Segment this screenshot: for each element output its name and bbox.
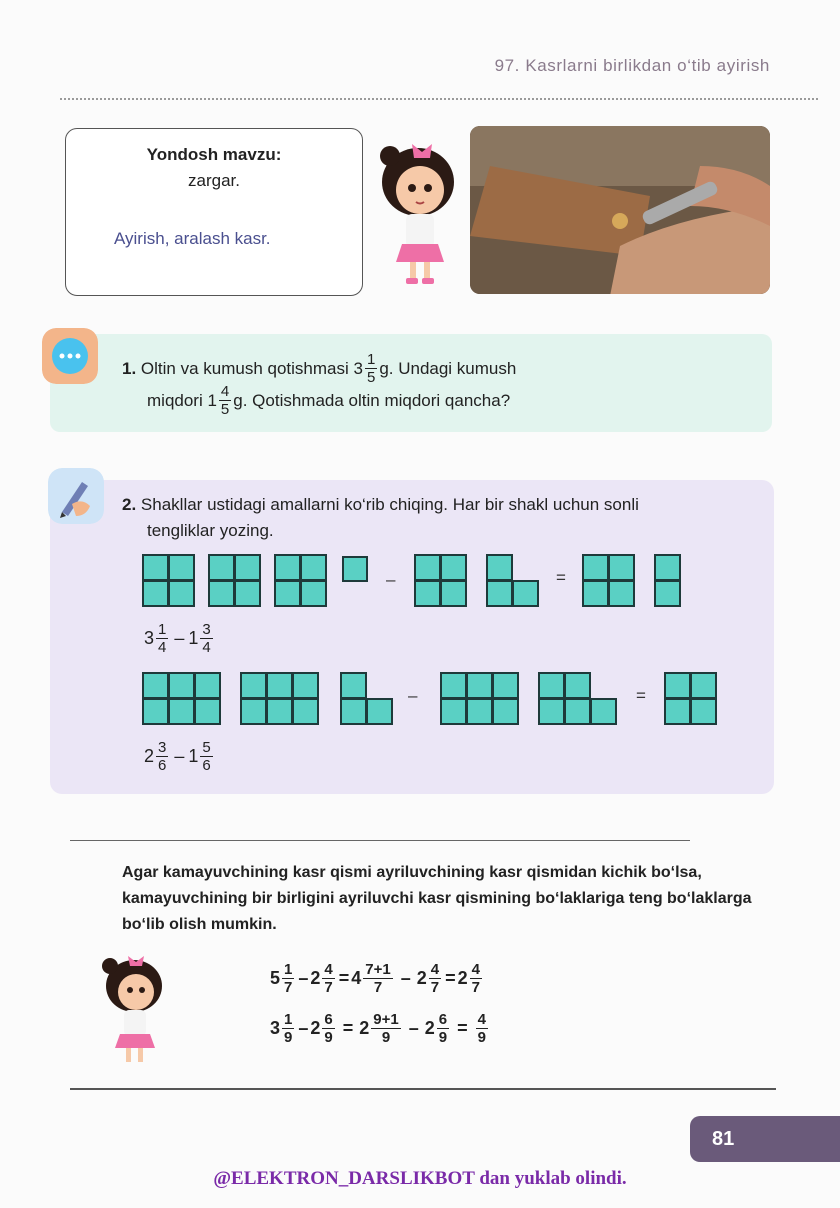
task1-text2a: miqdori 1 bbox=[147, 391, 217, 410]
op: = bbox=[445, 968, 456, 988]
frac-den: 5 bbox=[220, 401, 230, 418]
frac-den: 6 bbox=[158, 757, 167, 774]
fraction-tile bbox=[608, 554, 635, 581]
fraction-tile bbox=[440, 672, 467, 699]
op: – bbox=[408, 1018, 419, 1038]
fraction-tile bbox=[492, 672, 519, 699]
frac-num: 9+1 bbox=[373, 1011, 399, 1028]
fraction-tile bbox=[664, 672, 691, 699]
task1-text1b: g. Undagi kumush bbox=[379, 359, 517, 378]
fraction-tile bbox=[690, 698, 717, 725]
frac-den: 4 bbox=[202, 639, 211, 656]
fraction-tile bbox=[486, 554, 513, 581]
task2-line1 bbox=[122, 496, 639, 513]
topic-keywords: Ayirish, aralash kasr. bbox=[114, 229, 271, 248]
op: – bbox=[298, 1018, 309, 1038]
whole: 2 bbox=[359, 1018, 370, 1038]
frac-num: 4 bbox=[324, 961, 333, 978]
fraction-tile bbox=[486, 580, 513, 607]
frac-den: 9 bbox=[381, 1029, 391, 1046]
fraction-tile bbox=[142, 554, 169, 581]
task2-text1: Shakllar ustidagi amallarni ko‘rib chiqing. Har bir shakl uchun sonli bbox=[140, 495, 639, 514]
fraction-tile bbox=[564, 698, 591, 725]
fraction-tile bbox=[274, 580, 301, 607]
frac-num: 1 bbox=[284, 961, 293, 978]
frac-den: 7 bbox=[430, 979, 440, 996]
fraction-tile bbox=[582, 554, 609, 581]
example-1 bbox=[270, 962, 484, 995]
frac-den: 5 bbox=[366, 369, 376, 386]
fraction-tile bbox=[512, 580, 539, 607]
example-2 bbox=[270, 1012, 490, 1045]
fraction-tile bbox=[168, 554, 195, 581]
fraction-tile bbox=[664, 698, 691, 725]
whole-2: 1 bbox=[188, 746, 199, 766]
fraction-tile bbox=[142, 672, 169, 699]
frac-den: 7 bbox=[373, 979, 383, 996]
op: = bbox=[342, 1018, 354, 1038]
fraction-tile bbox=[234, 580, 261, 607]
girl-illustration bbox=[372, 132, 462, 292]
task1-line2 bbox=[147, 384, 510, 417]
fraction-tile bbox=[194, 672, 221, 699]
fraction-tile bbox=[208, 554, 235, 581]
fraction-tile bbox=[590, 698, 617, 725]
frac-num: 5 bbox=[202, 739, 211, 756]
fraction-tile bbox=[492, 698, 519, 725]
fraction-tile bbox=[582, 580, 609, 607]
frac-den: 7 bbox=[284, 979, 293, 996]
fraction-tile bbox=[608, 580, 635, 607]
whole: 2 bbox=[457, 968, 468, 988]
fraction-tile bbox=[266, 698, 293, 725]
task1-line1 bbox=[122, 352, 516, 385]
fraction-tile bbox=[440, 554, 467, 581]
fraction-tile bbox=[142, 580, 169, 607]
pencil-hand-icon bbox=[48, 468, 104, 524]
bottom-divider bbox=[70, 1088, 776, 1090]
fraction-tile bbox=[300, 580, 327, 607]
fraction-tile bbox=[654, 580, 681, 607]
frac-den: 6 bbox=[202, 757, 211, 774]
frac-num: 3 bbox=[158, 739, 167, 756]
whole: 4 bbox=[351, 968, 362, 988]
whole-2: 1 bbox=[188, 628, 199, 648]
rule-text: Agar kamayuvchining kasr qismi ayriluvchining kasr qismidan kichik bo‘lsa, kamayuvchining bir birligini ayriluvchi kasr qismining bo‘laklariga teng bo‘laklarga bo‘lib olish mumkin. bbox=[122, 864, 752, 933]
fraction-tile bbox=[168, 698, 195, 725]
fraction-tile bbox=[690, 672, 717, 699]
op: = bbox=[457, 1018, 468, 1038]
fraction-tile bbox=[292, 698, 319, 725]
rule-divider bbox=[70, 840, 690, 841]
fraction-tile bbox=[340, 698, 367, 725]
dotted-divider bbox=[60, 98, 818, 100]
frac-num: 7+1 bbox=[365, 961, 391, 978]
whole: 2 bbox=[416, 968, 427, 988]
fraction-tile bbox=[440, 580, 467, 607]
fraction-tile bbox=[342, 556, 368, 582]
fraction-tile bbox=[234, 554, 261, 581]
fraction-tile bbox=[266, 672, 293, 699]
task1-frac1 bbox=[365, 352, 377, 385]
frac-num: 1 bbox=[158, 621, 167, 638]
frac-num: 6 bbox=[324, 1011, 333, 1028]
fraction-tile bbox=[194, 698, 221, 725]
op: – bbox=[400, 968, 411, 988]
equals-sign: = bbox=[556, 568, 566, 587]
fraction-tile bbox=[142, 698, 169, 725]
frac-num: 4 bbox=[220, 383, 230, 400]
frac-den: 9 bbox=[477, 1029, 486, 1046]
task2-expression-2 bbox=[144, 740, 215, 773]
whole: 2 bbox=[310, 968, 321, 988]
chat-bubble-icon bbox=[42, 328, 98, 384]
frac-num: 4 bbox=[477, 1011, 486, 1028]
whole-1: 2 bbox=[144, 746, 155, 766]
lesson-title: 97. Kasrlarni birlikdan o‘tib ayirish bbox=[494, 56, 770, 75]
fraction-tile bbox=[538, 672, 565, 699]
minus-sign: – bbox=[408, 686, 418, 705]
fraction-tile bbox=[168, 672, 195, 699]
task2-expression-1 bbox=[144, 622, 215, 655]
topic-heading: Yondosh mavzu: bbox=[146, 145, 282, 164]
equals-sign: = bbox=[636, 686, 646, 705]
task1-text1a: Oltin va kumush qotishmasi 3 bbox=[140, 359, 363, 378]
page-number: 81 bbox=[690, 1116, 840, 1162]
topic-box bbox=[65, 128, 363, 296]
fraction-tile bbox=[300, 554, 327, 581]
op: – bbox=[298, 968, 309, 988]
whole: 2 bbox=[424, 1018, 435, 1038]
fraction-tile bbox=[274, 554, 301, 581]
fraction-tile bbox=[208, 580, 235, 607]
whole: 2 bbox=[310, 1018, 321, 1038]
footer-watermark: @ELEKTRON_DARSLIKBOT dan yuklab olindi. bbox=[213, 1168, 627, 1189]
op: = bbox=[338, 968, 350, 988]
frac-num: 1 bbox=[284, 1011, 293, 1028]
fraction-tile bbox=[240, 672, 267, 699]
topic-sub: zargar. bbox=[188, 171, 240, 190]
fraction-tile bbox=[366, 698, 393, 725]
task1-frac2 bbox=[219, 384, 231, 417]
task1-text2b: g. Qotishmada oltin miqdori qancha? bbox=[233, 391, 511, 410]
frac-num: 4 bbox=[430, 961, 440, 978]
frac-den: 9 bbox=[284, 1029, 293, 1046]
fraction-tile bbox=[466, 698, 493, 725]
task2-text2: tengliklar yozing. bbox=[147, 521, 274, 540]
fraction-tile bbox=[168, 580, 195, 607]
frac-num: 1 bbox=[366, 351, 376, 368]
fraction-tile bbox=[466, 672, 493, 699]
fraction-tile bbox=[340, 672, 367, 699]
frac-den: 9 bbox=[438, 1029, 448, 1046]
fraction-tile bbox=[292, 672, 319, 699]
minus-op: – bbox=[174, 746, 185, 766]
fraction-tile bbox=[414, 554, 441, 581]
frac-den: 7 bbox=[471, 979, 480, 996]
fraction-tile bbox=[240, 698, 267, 725]
frac-den: 7 bbox=[324, 979, 333, 996]
task1-number: 1. bbox=[122, 359, 137, 378]
frac-den: 4 bbox=[158, 639, 167, 656]
girl-illustration bbox=[98, 950, 168, 1070]
frac-num: 4 bbox=[471, 961, 480, 978]
fraction-tile bbox=[654, 554, 681, 581]
fraction-tile bbox=[564, 672, 591, 699]
task2-number: 2. bbox=[122, 495, 137, 514]
whole: 5 bbox=[270, 968, 281, 988]
whole-1: 3 bbox=[144, 628, 155, 648]
frac-num: 6 bbox=[438, 1011, 448, 1028]
frac-num: 3 bbox=[202, 621, 211, 638]
fraction-tile bbox=[414, 580, 441, 607]
fraction-tile bbox=[538, 698, 565, 725]
whole: 3 bbox=[270, 1018, 281, 1038]
minus-op: – bbox=[174, 628, 185, 648]
frac-den: 9 bbox=[324, 1029, 333, 1046]
jeweler-photo bbox=[470, 126, 770, 294]
fraction-tile bbox=[440, 698, 467, 725]
minus-sign: – bbox=[386, 570, 396, 589]
